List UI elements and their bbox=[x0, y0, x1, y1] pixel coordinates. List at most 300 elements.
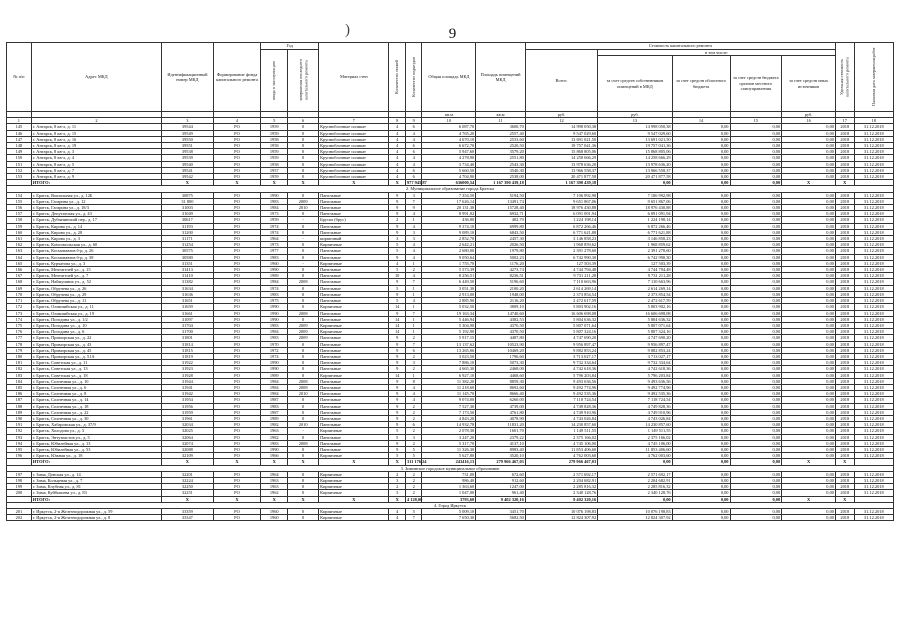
row-address: г. Братск, Кирова ул., д. 3 bbox=[31, 236, 161, 242]
row-plan-date: 31.12.2018 bbox=[854, 316, 893, 322]
row-entrances: 7 bbox=[405, 515, 422, 521]
row-entrances: 4 bbox=[405, 136, 422, 142]
col-other: за счет средств иных источников bbox=[782, 56, 836, 112]
row-fund: РО bbox=[213, 143, 261, 149]
row-ident: 31942 bbox=[162, 391, 214, 397]
row-unit-year: 2018 bbox=[835, 490, 854, 496]
row-entrances: 2 bbox=[405, 471, 422, 477]
row-year-repair: 0 bbox=[288, 161, 319, 167]
total-value: 0,00 bbox=[598, 496, 672, 502]
row-year-repair: 0 bbox=[288, 254, 319, 260]
row-unit-year: 2018 bbox=[835, 260, 854, 266]
row-year-repair: 2008 bbox=[288, 310, 319, 316]
total-value: 0,00 bbox=[672, 459, 730, 465]
row-number: 170 bbox=[7, 291, 32, 297]
row-fund: РО bbox=[213, 378, 261, 384]
row-regional-cost: 0,00 bbox=[672, 453, 730, 459]
row-address: г. Братск, Энтузиастов ул., д. 5 bbox=[31, 434, 161, 440]
row-floors: 4 bbox=[389, 124, 406, 130]
row-premises-area: 3600,70 bbox=[476, 124, 526, 130]
row-other-cost: 0,00 bbox=[782, 198, 836, 204]
row-year-repair: 0 bbox=[288, 341, 319, 347]
row-walls: Панельные bbox=[319, 279, 389, 285]
row-plan-date: 31.12.2018 bbox=[854, 453, 893, 459]
row-own-cost: 1 968 859,62 bbox=[598, 242, 672, 248]
total-value: 9 402 320,16 bbox=[476, 496, 526, 502]
row-walls: Крупноблочные силикат bbox=[319, 149, 389, 155]
row-total-cost: 4 745 106,00 bbox=[525, 440, 597, 446]
row-fund: РО bbox=[213, 453, 261, 459]
row-total-cost: 5 807 071,64 bbox=[525, 322, 597, 328]
row-entrances: 4 bbox=[405, 397, 422, 403]
row-ident: 31700 bbox=[162, 329, 214, 335]
row-municipal-cost: 0,00 bbox=[730, 136, 782, 142]
row-total-cost: 9 731 211,28 bbox=[525, 273, 597, 279]
row-year-repair: 0 bbox=[288, 490, 319, 496]
row-number: 158 bbox=[7, 217, 32, 223]
row-ident: 31801 bbox=[162, 335, 214, 341]
row-other-cost: 0,00 bbox=[782, 260, 836, 266]
row-entrances: 4 bbox=[405, 391, 422, 397]
row-premises-area: 2468,00 bbox=[476, 366, 526, 372]
row-municipal-cost: 0,00 bbox=[730, 471, 782, 477]
row-own-cost: 9 547 029,60 bbox=[598, 130, 672, 136]
row-fund: РО bbox=[213, 484, 261, 490]
row-premises-area: 2543,30 bbox=[476, 161, 526, 167]
row-number: 151 bbox=[7, 161, 32, 167]
row-own-cost: 4 745 106,00 bbox=[598, 440, 672, 446]
row-plan-date: 31.12.2018 bbox=[854, 484, 893, 490]
row-number: 194 bbox=[7, 440, 32, 446]
row-municipal-cost: 0,00 bbox=[730, 440, 782, 446]
row-floors: 3 bbox=[389, 236, 406, 242]
row-ident: 31704 bbox=[162, 322, 214, 328]
row-ident: 32064 bbox=[162, 434, 214, 440]
row-fund: РО bbox=[213, 211, 261, 217]
col-number: 12 bbox=[525, 118, 597, 124]
row-entrances: 4 bbox=[405, 130, 422, 136]
total-value: X bbox=[213, 459, 261, 465]
row-other-cost: 0,00 bbox=[782, 161, 836, 167]
row-year-commission: 1990 bbox=[261, 366, 288, 372]
row-year-commission: 1964 bbox=[261, 471, 288, 477]
row-total-cost: 13 978 636,20 bbox=[525, 161, 597, 167]
row-unit-year: 2018 bbox=[835, 316, 854, 322]
row-unit-year: 2018 bbox=[835, 347, 854, 353]
row-floors: 9 bbox=[389, 310, 406, 316]
row-other-cost: 0,00 bbox=[782, 298, 836, 304]
row-year-repair: 0 bbox=[288, 446, 319, 452]
row-total-area: 17 626,14 bbox=[422, 198, 476, 204]
row-walls: Кирпичные bbox=[319, 484, 389, 490]
row-total-cost: 14 258 666,29 bbox=[525, 155, 597, 161]
row-regional-cost: 0,00 bbox=[672, 223, 730, 229]
row-other-cost: 0,00 bbox=[782, 335, 836, 341]
row-walls: Панельные bbox=[319, 211, 389, 217]
row-number: 148 bbox=[7, 143, 32, 149]
row-unit-year: 2018 bbox=[835, 291, 854, 297]
row-walls: Панельные bbox=[319, 273, 389, 279]
row-entrances: 2 bbox=[405, 477, 422, 483]
row-fund: РО bbox=[213, 310, 261, 316]
row-year-commission: 1959 bbox=[261, 130, 288, 136]
row-walls: Панельные bbox=[319, 440, 389, 446]
row-plan-date: 31.12.2018 bbox=[854, 490, 893, 496]
row-address: г. Братск, Обручева ул., д. 29 bbox=[31, 291, 161, 297]
row-entrances: 3 bbox=[405, 236, 422, 242]
row-total-cost: 11 853 406,60 bbox=[525, 446, 597, 452]
row-premises-area: 1979,80 bbox=[476, 248, 526, 254]
row-total-cost: 4 742 618,36 bbox=[525, 366, 597, 372]
row-total-area: 731,00 bbox=[422, 471, 476, 477]
row-municipal-cost: 0,00 bbox=[730, 254, 782, 260]
row-floors: 9 bbox=[389, 347, 406, 353]
row-year-repair: 0 bbox=[288, 372, 319, 378]
row-premises-area: 1176,20 bbox=[476, 260, 526, 266]
row-year-repair: 0 bbox=[288, 291, 319, 297]
row-fund: РО bbox=[213, 440, 261, 446]
row-number: 178 bbox=[7, 341, 32, 347]
col-own: за счет средств собственников помещений в МКД bbox=[598, 56, 672, 112]
row-walls: Панельные bbox=[319, 285, 389, 291]
row-year-commission: 1989 bbox=[261, 273, 288, 279]
row-walls: Кирпичные bbox=[319, 322, 389, 328]
row-year-commission: 1987 bbox=[261, 409, 288, 415]
row-year-commission: 1958 bbox=[261, 136, 288, 142]
row-unit-year: 2018 bbox=[835, 353, 854, 359]
row-floors: 9 bbox=[389, 409, 406, 415]
row-year-repair: 2008 bbox=[288, 279, 319, 285]
row-unit-year: 2018 bbox=[835, 509, 854, 515]
row-plan-date: 31.12.2018 bbox=[854, 124, 893, 130]
row-year-repair: 0 bbox=[288, 353, 319, 359]
col-fund: Формирование фонда капитального ремонта bbox=[213, 43, 261, 112]
row-total-cost: 7 106 992,98 bbox=[525, 192, 597, 198]
row-total-area: 5 947,60 bbox=[422, 149, 476, 155]
col-number: 15 bbox=[730, 118, 782, 124]
row-total-cost: 20 471 877,58 bbox=[525, 174, 597, 180]
row-address: г. Братск, Южная ул., д. 18 bbox=[31, 453, 161, 459]
row-ident: 31254 bbox=[162, 242, 214, 248]
row-year-commission: 1989 bbox=[261, 372, 288, 378]
row-floors: 4 bbox=[389, 136, 406, 142]
total-value: X bbox=[162, 496, 214, 502]
row-address: г. Братск, Вокзальная ул., д. 12Б bbox=[31, 192, 161, 198]
row-other-cost: 0,00 bbox=[782, 304, 836, 310]
row-floors: 5 bbox=[389, 434, 406, 440]
row-address: г. Ангарск, 8 кв-л, д. 7 bbox=[31, 167, 161, 173]
row-fund: РО bbox=[213, 174, 261, 180]
row-own-cost: 9 956 897,47 bbox=[598, 341, 672, 347]
row-entrances: 6 bbox=[405, 174, 422, 180]
total-value: X bbox=[162, 459, 214, 465]
row-number: 165 bbox=[7, 260, 32, 266]
row-floors: 4 bbox=[389, 174, 406, 180]
row-other-cost: 0,00 bbox=[782, 130, 836, 136]
row-address: г. Братск, Гагарина ул., д. 18/3 bbox=[31, 205, 161, 211]
row-number: 177 bbox=[7, 335, 32, 341]
row-year-commission: 1960 bbox=[261, 515, 288, 521]
row-address: г. Братск, Кирова ул., д. 28 bbox=[31, 229, 161, 235]
row-entrances: 4 bbox=[405, 211, 422, 217]
row-floors: 5 bbox=[389, 428, 406, 434]
row-unit-year: 2018 bbox=[835, 484, 854, 490]
row-year-commission: 1973 bbox=[261, 211, 288, 217]
row-year-repair: 0 bbox=[288, 409, 319, 415]
row-year-commission: 1958 bbox=[261, 143, 288, 149]
row-own-cost: 2 472 617,59 bbox=[598, 298, 672, 304]
row-number: 201 bbox=[7, 509, 32, 515]
row-year-repair: 0 bbox=[288, 174, 319, 180]
row-year-commission: 1983 bbox=[261, 322, 288, 328]
row-fund: РО bbox=[213, 341, 261, 347]
row-number: 190 bbox=[7, 415, 32, 421]
total-value: X bbox=[261, 459, 288, 465]
row-other-cost: 0,00 bbox=[782, 322, 836, 328]
row-own-cost: 2 285 816,32 bbox=[598, 484, 672, 490]
row-plan-date: 31.12.2018 bbox=[854, 161, 893, 167]
row-ident: 39544 bbox=[162, 124, 214, 130]
row-fund: РО bbox=[213, 192, 261, 198]
row-number: 174 bbox=[7, 316, 32, 322]
row-address: г. Братск, Космонавтов б-р, д. 26 bbox=[31, 248, 161, 254]
row-own-cost: 9 882 853,24 bbox=[598, 347, 672, 353]
row-walls: Кирпичные bbox=[319, 242, 389, 248]
row-total-area: 14 932,78 bbox=[422, 422, 476, 428]
row-walls: Панельные bbox=[319, 434, 389, 440]
row-municipal-cost: 0,00 bbox=[730, 273, 782, 279]
row-municipal-cost: 0,00 bbox=[730, 372, 782, 378]
total-value: 311 176,24 bbox=[406, 459, 427, 465]
row-municipal-cost: 0,00 bbox=[730, 360, 782, 366]
row-entrances: 1 bbox=[405, 217, 422, 223]
row-regional-cost: 0,00 bbox=[672, 329, 730, 335]
row-premises-area: 4137,10 bbox=[476, 440, 526, 446]
row-floors: 5 bbox=[389, 248, 406, 254]
row-fund: РО bbox=[213, 267, 261, 273]
row-address: г. Братск, Юбилейная ул., д. 53 bbox=[31, 446, 161, 452]
row-ident: 39551 bbox=[162, 143, 214, 149]
row-premises-area: 2520,50 bbox=[476, 143, 526, 149]
row-total-area: 7 354,50 bbox=[422, 192, 476, 198]
row-number: 166 bbox=[7, 267, 32, 273]
total-value: 279 966 467,03 bbox=[525, 459, 597, 465]
row-ident: 31410 bbox=[162, 273, 214, 279]
row-number: 183 bbox=[7, 372, 32, 378]
row-fund: РО bbox=[213, 254, 261, 260]
row-total-cost: 4 747 690,20 bbox=[525, 335, 597, 341]
row-ident: 32251 bbox=[162, 490, 214, 496]
row-walls: Крупноблочные силикат bbox=[319, 161, 389, 167]
row-entrances: 4 bbox=[405, 242, 422, 248]
row-regional-cost: 0,00 bbox=[672, 198, 730, 204]
row-premises-area: 4739,00 bbox=[476, 403, 526, 409]
row-year-commission: 1959 bbox=[261, 155, 288, 161]
row-regional-cost: 0,00 bbox=[672, 254, 730, 260]
row-fund: РО bbox=[213, 136, 261, 142]
row-entrances: 4 bbox=[405, 254, 422, 260]
row-municipal-cost: 0,00 bbox=[730, 415, 782, 421]
row-total-cost: 9 732 334,64 bbox=[525, 360, 597, 366]
row-unit-year: 2018 bbox=[835, 205, 854, 211]
row-number: 150 bbox=[7, 155, 32, 161]
row-floors: 2 bbox=[389, 471, 406, 477]
row-premises-area: 2538,00 bbox=[476, 174, 526, 180]
row-premises-area: 15728,40 bbox=[476, 205, 526, 211]
row-year-repair: 0 bbox=[288, 434, 319, 440]
row-total-cost: 5 807 324,16 bbox=[525, 329, 597, 335]
row-fund: РО bbox=[213, 161, 261, 167]
row-other-cost: 0,00 bbox=[782, 397, 836, 403]
row-unit-year: 2018 bbox=[835, 149, 854, 155]
total-value: X bbox=[782, 180, 836, 186]
row-plan-date: 31.12.2018 bbox=[854, 130, 893, 136]
row-total-area: 4 670,10 bbox=[422, 136, 476, 142]
row-year-repair: 2008 bbox=[288, 378, 319, 384]
row-walls: Кирпичные bbox=[319, 515, 389, 521]
row-regional-cost: 0,00 bbox=[672, 440, 730, 446]
total-value: X bbox=[835, 496, 854, 502]
row-year-repair: 2010 bbox=[288, 391, 319, 397]
row-regional-cost: 0,00 bbox=[672, 471, 730, 477]
row-regional-cost: 0,00 bbox=[672, 298, 730, 304]
row-premises-area: 8859,30 bbox=[476, 378, 526, 384]
row-number: 193 bbox=[7, 434, 32, 440]
total-value: 0,00 bbox=[730, 180, 782, 186]
row-premises-area: 5002,23 bbox=[476, 254, 526, 260]
row-unit-year: 2018 bbox=[835, 409, 854, 415]
row-floors: 3 bbox=[389, 490, 406, 496]
row-fund: РО bbox=[213, 298, 261, 304]
row-plan-date: 31.12.2018 bbox=[854, 304, 893, 310]
row-walls: Панельные bbox=[319, 403, 389, 409]
row-fund: РО bbox=[213, 509, 261, 515]
total-value: X bbox=[261, 496, 288, 502]
row-total-area: 4 843,20 bbox=[422, 415, 476, 421]
row-own-cost: 5 807 071,64 bbox=[598, 322, 672, 328]
row-regional-cost: 0,00 bbox=[672, 428, 730, 434]
row-year-repair: 0 bbox=[288, 155, 319, 161]
row-other-cost: 0,00 bbox=[782, 279, 836, 285]
row-fund: РО bbox=[213, 422, 261, 428]
row-municipal-cost: 0,00 bbox=[730, 205, 782, 211]
row-other-cost: 0,00 bbox=[782, 372, 836, 378]
row-walls: Крупноблочные силикат bbox=[319, 167, 389, 173]
row-municipal-cost: 0,00 bbox=[730, 341, 782, 347]
total-value: X bbox=[261, 180, 288, 186]
row-year-repair: 0 bbox=[288, 267, 319, 273]
row-premises-area: 4370,50 bbox=[476, 329, 526, 335]
total-value: 243416,13 bbox=[422, 459, 476, 465]
row-unit-year: 2018 bbox=[835, 440, 854, 446]
row-plan-date: 31.12.2018 bbox=[854, 174, 893, 180]
row-year-repair: 0 bbox=[288, 136, 319, 142]
section-title: 4. Город Иркутск bbox=[7, 502, 894, 508]
total-value: 0,00 bbox=[672, 496, 730, 502]
row-floors: 9 bbox=[389, 397, 406, 403]
row-ident: 39550 bbox=[162, 136, 214, 142]
row-total-cost: 1 149 511,55 bbox=[525, 428, 597, 434]
row-other-cost: 0,00 bbox=[782, 409, 836, 415]
row-address: г. Братск, Советская ул., д. 13 bbox=[31, 366, 161, 372]
total-value: X bbox=[213, 496, 261, 502]
total-value: X bbox=[288, 180, 319, 186]
row-own-cost: 9 493 636,56 bbox=[598, 378, 672, 384]
row-total-area: 8 256,51 bbox=[422, 273, 476, 279]
row-other-cost: 0,00 bbox=[782, 509, 836, 515]
row-address: г. Братск, Погодина ул., д. 6 bbox=[31, 329, 161, 335]
row-address: г. Зима, Клубная ул., д. 81 bbox=[31, 484, 161, 490]
row-regional-cost: 0,00 bbox=[672, 267, 730, 273]
row-entrances: 4 bbox=[405, 155, 422, 161]
row-number: 168 bbox=[7, 279, 32, 285]
row-entrances: 5 bbox=[405, 453, 422, 459]
row-walls: Панельные bbox=[319, 192, 389, 198]
row-municipal-cost: 0,00 bbox=[730, 198, 782, 204]
row-entrances: 2 bbox=[405, 440, 422, 446]
row-premises-area: 1796,60 bbox=[476, 353, 526, 359]
row-ident: 31661 bbox=[162, 310, 214, 316]
row-ident: 31382 bbox=[162, 279, 214, 285]
row-total-area: 5 917,15 bbox=[422, 335, 476, 341]
row-own-cost: 9 492 774,96 bbox=[598, 384, 672, 390]
row-year-commission: 1984 bbox=[261, 391, 288, 397]
row-regional-cost: 0,00 bbox=[672, 167, 730, 173]
row-plan-date: 31.12.2018 bbox=[854, 279, 893, 285]
section-title: 3. Зиминское городское муниципальное образование bbox=[7, 465, 894, 471]
row-own-cost: 6 872 266,46 bbox=[598, 223, 672, 229]
row-fund: РО bbox=[213, 515, 261, 521]
row-unit-year: 2018 bbox=[835, 192, 854, 198]
row-unit-year: 2018 bbox=[835, 242, 854, 248]
row-total-cost: 7 110 663,96 bbox=[525, 279, 597, 285]
row-year-repair: - bbox=[288, 260, 319, 266]
row-plan-date: 31.12.2018 bbox=[854, 515, 893, 521]
row-address: г. Братск, Мечтателей ул., д. 7 bbox=[31, 273, 161, 279]
row-year-commission: 1990 bbox=[261, 267, 288, 273]
row-other-cost: 0,00 bbox=[782, 236, 836, 242]
row-floors: 9 bbox=[389, 366, 406, 372]
row-premises-area: 4370,50 bbox=[476, 322, 526, 328]
row-number: 146 bbox=[7, 130, 32, 136]
row-fund: РО bbox=[213, 304, 261, 310]
row-floors: 10 bbox=[389, 273, 406, 279]
row-municipal-cost: 0,00 bbox=[730, 285, 782, 291]
row-total-cost: 4 743 026,84 bbox=[525, 415, 597, 421]
row-plan-date: 31.12.2018 bbox=[854, 155, 893, 161]
row-fund: РО bbox=[213, 279, 261, 285]
row-ident: 32250 bbox=[162, 484, 214, 490]
row-other-cost: 0,00 bbox=[782, 267, 836, 273]
row-entrances: 7 bbox=[405, 279, 422, 285]
row-total-area: 2 852,70 bbox=[422, 236, 476, 242]
row-number: 196 bbox=[7, 453, 32, 459]
row-premises-area: 402,70 bbox=[476, 217, 526, 223]
row-municipal-cost: 0,00 bbox=[730, 366, 782, 372]
row-total-area: 11 382,20 bbox=[422, 378, 476, 384]
row-ident: 31922 bbox=[162, 360, 214, 366]
row-total-area: 7 886,10 bbox=[422, 360, 476, 366]
row-year-repair: 0 bbox=[288, 248, 319, 254]
row-ident: 30575 bbox=[162, 248, 214, 254]
row-own-cost: 13 691 021,50 bbox=[598, 136, 672, 142]
row-unit-year: 2018 bbox=[835, 155, 854, 161]
row-premises-area: 13491,74 bbox=[476, 198, 526, 204]
row-total-cost: 9 493 636,56 bbox=[525, 378, 597, 384]
row-own-cost: 4 762 003,60 bbox=[598, 453, 672, 459]
row-premises-area: 11831,20 bbox=[476, 422, 526, 428]
row-walls: Брускч (брус) bbox=[319, 217, 389, 223]
